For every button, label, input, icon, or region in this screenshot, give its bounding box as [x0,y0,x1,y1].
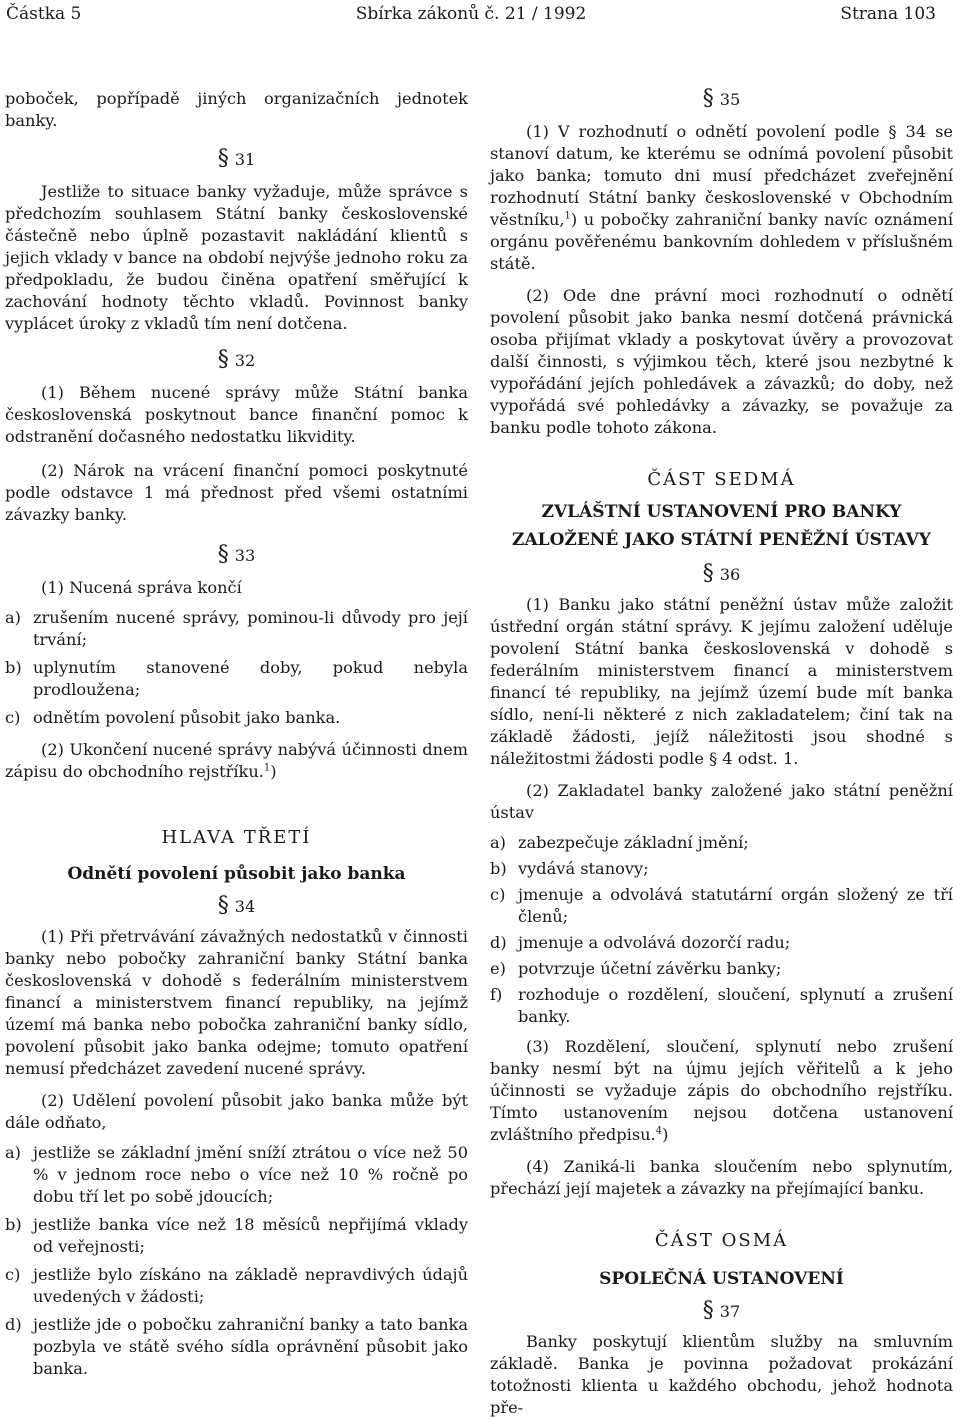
part-eight-heading: ČÁST OSMÁ [654,1230,789,1251]
list-item: a) zrušením nucené správy, pominou-li důvody pro její trvání; [5,608,468,649]
part-eight-title: SPOLEČNÁ USTANOVENÍ [599,1269,844,1289]
list-item: a) zabezpečuje základní jmění; [490,833,749,852]
section-36-para-1: (1) Banku jako státní peněžní ústav může založit ústřední orgán státní správy. K jejímu založení uděluje povolení Státní banka československá v dohodě s federálním ministerstvem financí a ministerstvem financí té republiky, na jejímž území bude mít banka sídlo, není-li některé z nich zakladatelem; činí tak na základě žádosti, jejíž náležitosti jsou shodné s náležitostmi žádosti podle § 4 odst. 1. [490,595,953,768]
intro-paragraph: poboček, popřípadě jiných organizačních jednotek banky. [5,89,468,130]
section-35-para-1: (1) V rozhodnutí o odnětí povolení podle § 34 se stanoví datum, ke kterému se odnímá povolení působit jako banka; tomuto dni musí předcházet zveřejnění rozhodnutí Státní banky československé v Obchodním věstníku,$^1$) u pobočky zahraniční banky navíc oznámení orgánu pověřenému bankovním dohledem v příslušném státě. [490,122,953,273]
section-symbol-icon: § [217,146,229,171]
list-item: c) jmenuje a odvolává statutární orgán složený ze tří členů; [490,885,953,926]
section-symbol-icon: § [217,893,229,918]
section-32-para-1: (1) Během nucené správy může Státní banka československá poskytnout bance finanční pomoc k odstranění dočasného nedostatku likvidity. [5,383,468,446]
list-item: a) jestliže se základní jmění sníží ztrátou o více než 50 % v jednom roce nebo o více než 10 % ročně po dobu tří let po sobě jdoucích; [5,1143,468,1206]
section-32-para-2: (2) Nárok na vrácení finanční pomoci poskytnuté podle odstavce 1 má přednost před všemi ostatními závazky banky. [5,461,468,524]
section-symbol-icon: § [702,561,714,586]
list-item: d) jmenuje a odvolává dozorčí radu; [490,933,791,952]
header-collection: Sbírka zákonů č. 21 / 1992 [355,4,587,24]
section-35-para-2: (2) Ode dne právní moci rozhodnutí o odnětí povolení působit jako banka nesmí dotčená právnická osoba přijímat vklady a poskytovat úvěry a provozovat další činnosti, s výjimkou těch, které jsou nezbytné k vypořádání jejích pohledávek a závazků; do doby, než vypořádá své pohledávky a závazky, se považuje za banku podle tohoto zákona. [490,286,953,437]
list-item: e) potvrzuje účetní závěrku banky; [490,959,782,978]
list-item: c) odnětím povolení působit jako banka. [5,708,341,727]
chapter-title: Odnětí povolení působit jako banka [67,864,406,884]
section-33-list [5,607,468,729]
section-symbol-icon: § [217,542,229,567]
section-34-para-1: (1) Při přetrvávání závažných nedostatků v činnosti banky nebo pobočky zahraniční banky Státní banka československá v dohodě s federálním ministerstvem financí a ministerstvem financí republiky, na jejímž území má banka nebo pobočka zahraniční banky sídlo, povolení působit jako banka odejme; tomuto opatření nemusí předcházet zavedení nucené správy. [5,927,468,1078]
section-33-para-1: (1) Nucená správa končí [41,578,242,597]
section-symbol-icon: § [702,1298,714,1323]
section-37-para-1: Banky poskytují klientům služby na smluvním základě. Banka je povinna požadovat prokázání totožnosti klienta u každého obchodu, jehož hodnota pře- [490,1332,953,1417]
section-symbol-icon: § [217,347,229,372]
section-36-para-4: (4) Zaniká-li banka sloučením nebo splynutím, přechází její majetek a závazky na přejímající banku. [490,1157,953,1198]
section-36-para-3: (3) Rozdělení, sloučení, splynutí nebo zrušení banky nesmí být na újmu jejích věřitelů a k jeho účinnosti se vyžaduje zápis do obchodního rejstříku. Tímto ustanovením nejsou dotčena ustanovení zvláštního předpisu.$^4$) [490,1037,953,1144]
part-seven-title-line-2: ZALOŽENÉ JAKO STÁTNÍ PENĚŽNÍ ÚSTAVY [512,530,931,550]
section-36-para-2: (2) Zakladatel banky založené jako státní peněžní ústav [490,781,953,822]
section-35-heading: § 35 [702,86,741,111]
section-symbol-icon: § [702,86,714,111]
section-31-text: Jestliže to situace banky vyžaduje, může správce s předchozím souhlasem Státní banky československé částečně nebo úplně pozastavit nakládání klientů s jejich vklady v bance na období nejvýše jednoho roku za předpokladu, že budou činěna opatření směřující k zachování hodnoty těchto vkladů. Povinnost banky vyplácet úroky z vkladů tím není dotčena. [5,182,468,333]
header-page-number: Strana 103 [840,4,936,24]
left-column [5,88,468,1380]
section-34-list [5,1142,468,1380]
list-item: c) jestliže bylo získáno na základě nepravdivých údajů uvedených v žádosti; [5,1265,468,1306]
section-34-heading: § 34 [217,893,256,918]
list-item: f) rozhoduje o rozdělení, sloučení, splynutí a zrušení banky. [490,985,953,1026]
right-column [490,88,953,1419]
section-33-heading: § 33 [217,542,256,567]
section-36-list [490,832,953,1028]
section-32-heading: § 32 [217,347,256,372]
section-34-para-2: (2) Udělení povolení působit jako banka může být dále odňato, [5,1091,468,1132]
part-seven-title-line-1: ZVLÁŠTNÍ USTANOVENÍ PRO BANKY [541,502,902,522]
section-36-heading: § 36 [702,561,741,586]
section-31-heading: § 31 [217,146,256,171]
list-item: b) uplynutím stanovené doby, pokud nebyla prodloužena; [5,658,468,699]
header-issue: Částka 5 [6,4,82,24]
section-37-heading: § 37 [702,1298,741,1323]
part-seven-heading: ČÁST SEDMÁ [647,469,796,490]
chapter-heading: HLAVA TŘETÍ [161,827,312,848]
section-33-para-2: (2) Ukončení nucené správy nabývá účinnosti dnem zápisu do obchodního rejstříku.$^1$) [5,740,468,781]
list-item: d) jestliže jde o pobočku zahraniční banky a tato banka pozbyla ve státě svého sídla oprávnění působit jako banka. [5,1315,468,1378]
list-item: b) jestliže banka více než 18 měsíců nepřijímá vklady od veřejnosti; [5,1215,468,1256]
list-item: b) vydává stanovy; [490,859,649,878]
page-header [6,4,936,30]
